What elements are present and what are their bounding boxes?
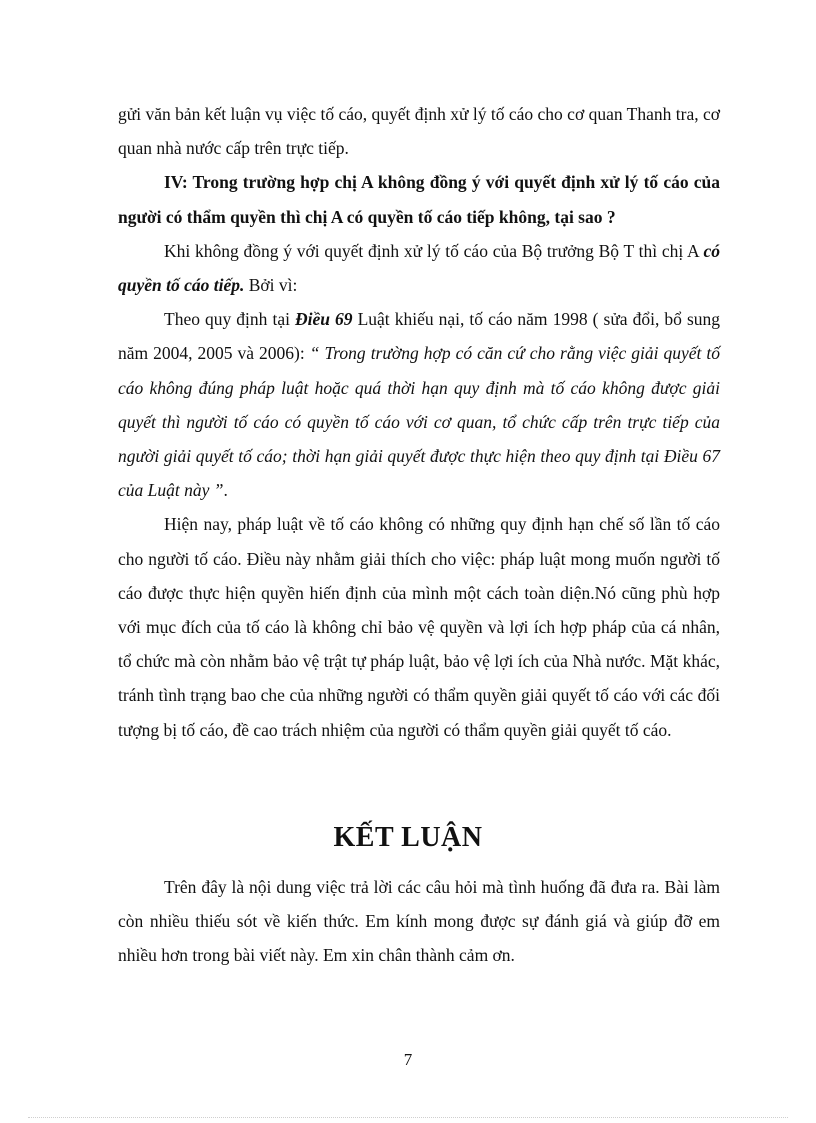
conclusion-title: KẾT LUẬN: [333, 822, 483, 853]
page-number: 7: [403, 1050, 413, 1069]
law-mid: Luật khiếu nại, tố cáo năm 1998 ( sửa đổi, bổ sung năm 2004, 2005 và 2006):: [118, 309, 721, 364]
page-footer-divider: [28, 1117, 788, 1118]
answer-tail: Bởi vì:: [244, 275, 298, 296]
law-quote: “ Trong trường hợp có căn cứ cho rằng việc giải quyết tố cáo không đúng pháp luật hoặc quá thời hạn quy định mà tố cáo không được giải quyết thì người tố cáo có quyền tố cáo với cơ quan, tổ chức cấp trên trực tiếp của người giải quyết tố cáo; thời hạn giải quyết được thực hiện theo quy định tại Điều 67 của Luật này ”: [118, 343, 720, 501]
answer-paragraph: [118, 234, 720, 302]
law-intro: Theo quy định tại: [164, 309, 295, 330]
answer-text: Khi không đồng ý với quyết định xử lý tố cáo của Bộ trưởng Bộ T thì chị A: [164, 240, 704, 261]
explanation-paragraph: Hiện nay, pháp luật về tố cáo không có những quy định hạn chế số lần tố cáo cho người tố cáo. Điều này nhằm giải thích cho việc: pháp luật mong muốn người tố cáo được thực hiện quyền hiến định của mình một cách toàn diện.Nó cũng phù hợp với mục đích của tố cáo là không chỉ bảo vệ quyền và lợi ích hợp pháp của cá nhân, tổ chức mà còn nhằm bảo vệ trật tự pháp luật, bảo vệ lợi ích của Nhà nước. Mặt khác, tránh tình trạng bao che của những người có thẩm quyền giải quyết tố cáo với các đối tượng bị tố cáo, đề cao trách nhiệm của người có thẩm quyền giải quyết tố cáo.: [118, 514, 720, 740]
body-section-2: [118, 870, 720, 973]
answer-emphasis: có quyền tố cáo tiếp.: [118, 240, 720, 296]
question-heading: IV: Trong trường hợp chị A không đồng ý với quyết định xử lý tố cáo của người có thẩm quyền thì chị A có quyền tố cáo tiếp không, tại sao ?: [118, 172, 720, 227]
law-end: .: [223, 480, 228, 501]
law-paragraph: [118, 302, 720, 507]
body-section-1: [118, 97, 720, 747]
conclusion-paragraph: Trên đây là nội dung việc trả lời các câu hỏi mà tình huống đã đưa ra. Bài làm còn nhiều thiếu sót về kiến thức. Em kính mong được sự đánh giá và giúp đỡ em nhiều hơn trong bài viết này. Em xin chân thành cảm ơn.: [118, 877, 720, 966]
law-article: Điều 69: [295, 309, 353, 330]
paragraph-continuation: gửi văn bản kết luận vụ việc tố cáo, quyết định xử lý tố cáo cho cơ quan Thanh tra, cơ quan nhà nước cấp trên trực tiếp.: [118, 104, 720, 159]
